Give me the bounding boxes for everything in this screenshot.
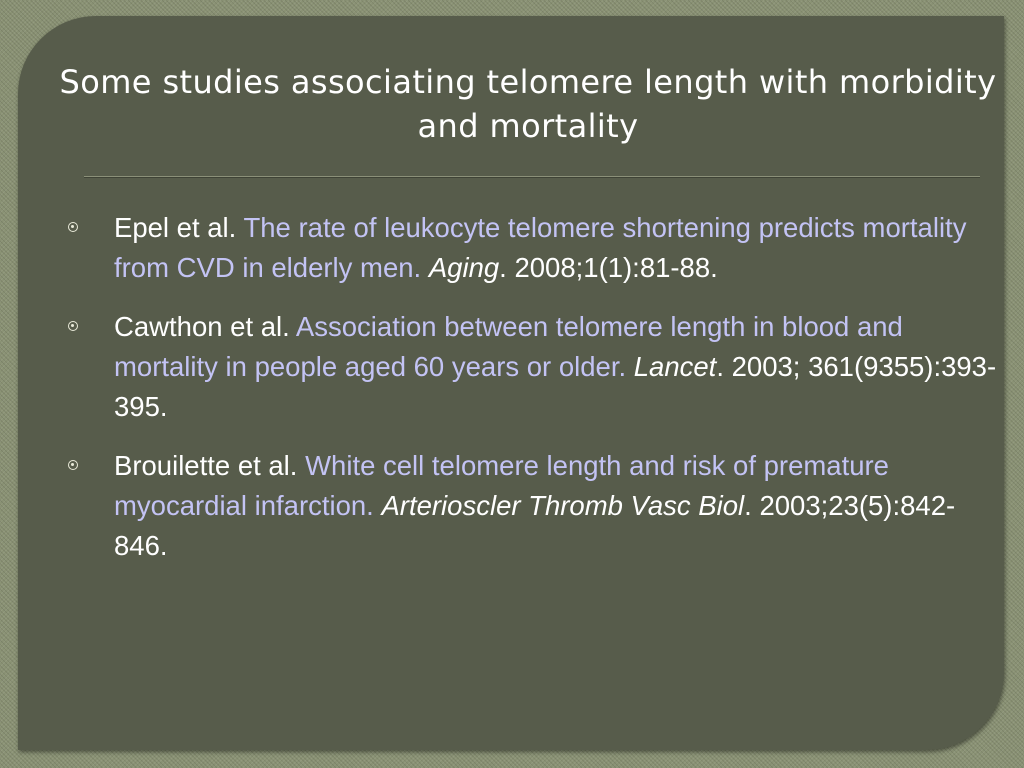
reference-item: [68, 446, 1008, 566]
reference-journal: Lancet: [633, 351, 717, 382]
reference-item: [68, 208, 1008, 288]
reference-item: [68, 307, 1008, 427]
reference-citation: . 2008;1(1):81-88.: [499, 252, 718, 283]
circle-bullet-icon: [68, 460, 78, 470]
reference-authors: Cawthon et al.: [114, 311, 290, 342]
reference-title: Association between telomere length in blood and mortality in people aged 60 years or older.: [114, 311, 903, 382]
reference-citation: . 2003; 361(9355):393-395.: [114, 351, 997, 422]
circle-bullet-icon: [68, 321, 78, 331]
title-divider: [84, 176, 980, 178]
reference-title: White cell telomere length and risk of premature myocardial infarction.: [114, 450, 889, 521]
reference-journal: Aging: [428, 252, 500, 283]
circle-bullet-icon: [68, 222, 78, 232]
reference-citation: . 2003;23(5):842-846.: [114, 490, 956, 561]
reference-authors: Brouilette et al.: [114, 450, 298, 481]
reference-list: [68, 208, 1008, 585]
slide-title: Some studies associating telomere length with morbidity and mortality: [59, 63, 997, 145]
reference-authors: Epel et al.: [114, 212, 237, 243]
reference-journal: Arterioscler Thromb Vasc Biol: [381, 490, 745, 521]
slide-panel: [18, 16, 1004, 750]
reference-title: The rate of leukocyte telomere shortening predicts mortality from CVD in elderly men.: [114, 212, 967, 283]
